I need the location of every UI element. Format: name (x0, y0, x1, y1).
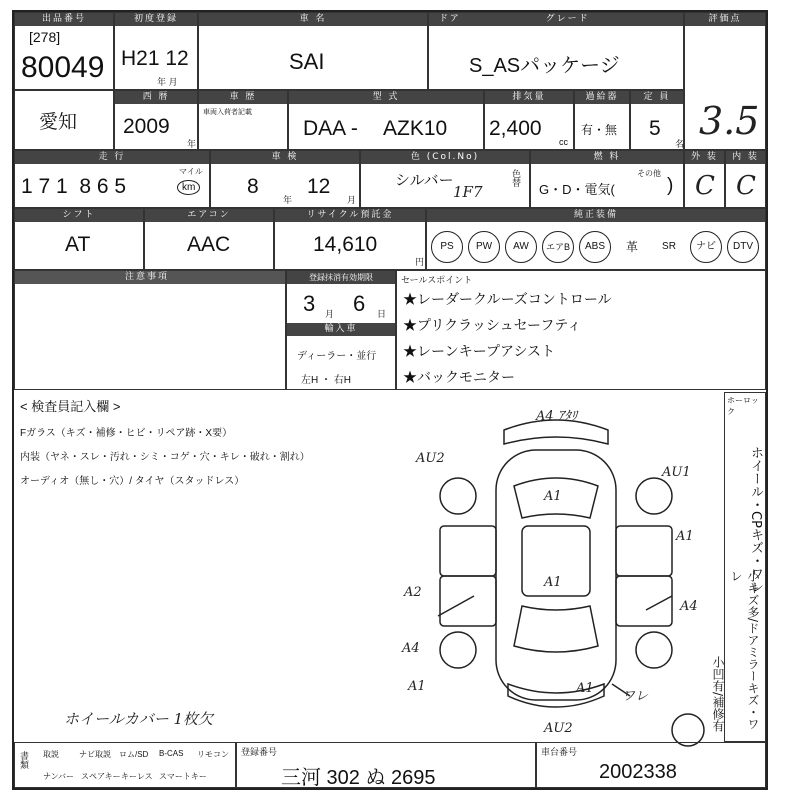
doc-number: ナンバー (43, 772, 75, 781)
capacity-cell (630, 90, 684, 150)
warranty-label: 登録抹消有効期限 (287, 271, 395, 284)
warranty-day: 6 (353, 291, 366, 316)
fuel-cell (530, 150, 684, 208)
model-cell (198, 12, 428, 90)
mileage-unit-top: マイル (179, 167, 203, 176)
sales-point-2: ★プリクラッシュセーフティ (403, 317, 582, 333)
mark-front: A4 ｱﾀﾘ (536, 409, 578, 424)
shaken-month: 12 (307, 175, 331, 198)
interior-cell (725, 150, 766, 208)
equip-ps: PS (431, 231, 463, 263)
shift-label: シフト (15, 209, 143, 222)
caution-label: 注意事項 (15, 271, 285, 284)
side-vertical-1: ホイール・CPキズ・ワレ (748, 446, 763, 593)
pointer-line (438, 596, 474, 616)
fuel-label: 燃 料 (531, 151, 683, 164)
sales-point-1: ★レーダークルーズコントロール (403, 291, 612, 307)
shaken-cell (210, 150, 360, 208)
doc-navi-manual: ナビ取説 (79, 750, 111, 759)
doc-bcas: B-CAS (159, 749, 184, 758)
footer-docs (14, 742, 236, 788)
mark-au2-rear: AU2 (544, 721, 573, 736)
sales-cell (396, 270, 766, 390)
inspection-title: < 検査員記入欄 > (20, 399, 121, 414)
lot-number: 80049 (21, 51, 105, 84)
warranty-month: 3 (303, 291, 316, 316)
equipment-label: 純正装備 (427, 209, 765, 222)
capacity: 5 (649, 117, 661, 140)
equip-sr: SR (662, 241, 676, 252)
model-code-cell (288, 90, 484, 150)
displacement-unit: cc (559, 137, 568, 147)
equip-pw: PW (468, 231, 500, 263)
mileage: 1 7 1 8 6 5 (21, 175, 127, 198)
grade-cell (428, 12, 684, 90)
shift-cell (14, 208, 144, 270)
year-label: 西 暦 (115, 91, 197, 104)
door-rl-shape (440, 576, 496, 626)
warranty-cell (286, 270, 396, 390)
interior-label: 内 装 (726, 151, 765, 164)
model-code-prefix: DAA - (303, 117, 358, 140)
mark-right-a4: A4 (680, 599, 698, 614)
color-code: 1F7 (453, 183, 483, 201)
mileage-label: 走 行 (15, 151, 209, 164)
doc-smartkey: スマートキー (159, 772, 207, 781)
wheel-fr-shape (636, 478, 672, 514)
sales-point-4: ★バックモニター (403, 369, 515, 385)
door-label: ドア (439, 14, 461, 24)
vin: 2002338 (599, 761, 677, 783)
first-reg-label: 初度登録 (115, 13, 197, 26)
shaken-year: 8 (247, 175, 259, 198)
chassis-label: 車 歴 (199, 91, 287, 104)
reg-number: 三河 302 ぬ 2695 (281, 767, 436, 789)
score-label: 評価点 (685, 13, 765, 26)
region: 愛知 (39, 112, 78, 133)
doc-manual: 取説 (43, 750, 59, 759)
mark-au1: AU1 (662, 465, 691, 480)
mark-rear: A1 (576, 681, 594, 696)
equipment-cell (426, 208, 766, 270)
score: 3.5 (699, 99, 760, 143)
equip-aw: AW (505, 231, 537, 263)
color: シルバー (395, 172, 454, 189)
shaken-label: 車 検 (211, 151, 359, 164)
inspection-line-3: オーディオ（無し・穴）/ タイヤ（スタッドレス） (20, 476, 245, 487)
wheel-rr-shape (636, 632, 672, 668)
mileage-cell (14, 150, 210, 208)
recycle: 14,610 (313, 233, 378, 256)
warranty-month-unit: 月 (325, 309, 335, 319)
aircon-cell (144, 208, 274, 270)
mark-au2-front: AU2 (416, 451, 445, 466)
aircon: AAC (187, 233, 231, 256)
hirokku-label: ホーロック (727, 396, 759, 416)
turbo-cell (574, 90, 630, 150)
first-reg-unit: 年 月 (157, 77, 178, 87)
exterior-cell (684, 150, 725, 208)
capacity-label: 定 員 (631, 91, 683, 104)
model-label: 車 名 (199, 13, 427, 26)
year: 2009 (123, 115, 170, 138)
mark-roof: A1 (544, 575, 562, 590)
footer-reg (236, 742, 536, 788)
import-label: 輸入車 (287, 323, 395, 336)
color-change-label: 色替 (511, 169, 521, 187)
side-vertical-3: 小凹有/補修有 (711, 656, 725, 733)
fuel: G・D・電気( (539, 182, 615, 197)
grade-label: グレード (545, 14, 590, 24)
grade: S_ASパッケージ (469, 55, 620, 77)
caution-cell (14, 270, 286, 390)
model-code-label: 型 式 (289, 91, 483, 104)
equip-leather: 革 (625, 240, 638, 254)
first-reg: H21 12 (121, 47, 189, 70)
score-cell (684, 12, 766, 150)
interior: C (736, 171, 756, 201)
handle: 左H ・ 右H (301, 375, 351, 386)
equip-navi: ナビ (690, 231, 722, 263)
turbo-label: 過給器 (575, 91, 629, 104)
fuel-other: その他 (637, 169, 661, 178)
capacity-unit: 名 (675, 139, 685, 149)
footer-vin (536, 742, 766, 788)
dealer: ディーラー・並行 (297, 351, 377, 362)
exterior-label: 外 装 (685, 151, 724, 164)
recycle-label: リサイクル預託金 (275, 209, 425, 222)
lot-box: [278] (29, 29, 61, 45)
rear-window-shape (514, 606, 598, 652)
reg-label: 登録番号 (241, 747, 278, 757)
mark-hood: A1 (544, 489, 562, 504)
door-fr-shape (616, 526, 672, 576)
wheel-rl-shape (440, 632, 476, 668)
warranty-day-unit: 日 (377, 309, 387, 319)
shaken-unit-month: 月 (347, 195, 357, 205)
side-vertical-2: 小キズ多/ドアミラーキズ・ワレ (729, 570, 760, 731)
doc-remote: リモコン (197, 750, 229, 759)
mark-left-a2: A2 (404, 585, 422, 600)
grade-header (429, 13, 683, 26)
chassis-cell (198, 90, 288, 150)
lot-label: 出品番号 (15, 13, 113, 26)
turbo: 有・無 (581, 123, 618, 137)
model-name: SAI (289, 49, 325, 74)
sales-label: セールスポイント (401, 275, 473, 285)
model-code: AZK10 (383, 117, 448, 140)
auction-sheet (12, 10, 768, 790)
year-unit: 年 (187, 139, 197, 149)
mileage-unit: km (177, 180, 200, 195)
color-label: 色 (Col.No) (361, 151, 529, 164)
recycle-unit: 円 (415, 257, 425, 267)
shaken-unit-year: 年 (283, 195, 293, 205)
recycle-cell (274, 208, 426, 270)
mark-left-a1: A1 (408, 679, 426, 694)
car-diagram (402, 400, 698, 740)
pointer-line (646, 596, 672, 610)
color-cell (360, 150, 530, 208)
lot-cell (14, 12, 114, 90)
first-reg-cell (114, 12, 198, 90)
shift: AT (65, 233, 91, 256)
doc-rom: ロム/SD (119, 750, 149, 759)
doc-spare-key: スペアキー (81, 772, 121, 781)
vin-label: 車台番号 (541, 747, 578, 757)
region-cell (14, 90, 114, 150)
inspection-line-2: 内装（ヤネ・スレ・汚れ・シミ・コゲ・穴・キレ・破れ・割れ） (20, 452, 310, 463)
inspection-area (14, 390, 766, 742)
mark-right-door: A1 (676, 529, 694, 544)
mark-ware: ワレ (622, 689, 649, 704)
displacement: 2,400 (489, 117, 542, 140)
doc-label: 書類 (19, 751, 29, 769)
doc-keyless: キーレス (121, 772, 153, 781)
displacement-label: 排気量 (485, 91, 573, 104)
handwritten-note: ホイールカバー 1枚欠 (64, 710, 214, 728)
equip-airbag: エアB (542, 231, 574, 263)
exterior: C (695, 171, 715, 201)
displacement-cell (484, 90, 574, 150)
wheel-fl-shape (440, 478, 476, 514)
door-fl-shape (440, 526, 496, 576)
year-cell (114, 90, 198, 150)
chassis-note: 車両入荷者記載 (203, 109, 252, 116)
aircon-label: エアコン (145, 209, 273, 222)
inspection-line-1: Fガラス（キズ・補修・ヒビ・リペア跡・X要） (20, 428, 233, 439)
mark-left-a4: A4 (402, 641, 420, 656)
fuel-close-paren: ) (667, 175, 674, 196)
equip-abs: ABS (579, 231, 611, 263)
sales-point-3: ★レーンキープアシスト (403, 343, 556, 359)
equip-dtv: DTV (727, 231, 759, 263)
